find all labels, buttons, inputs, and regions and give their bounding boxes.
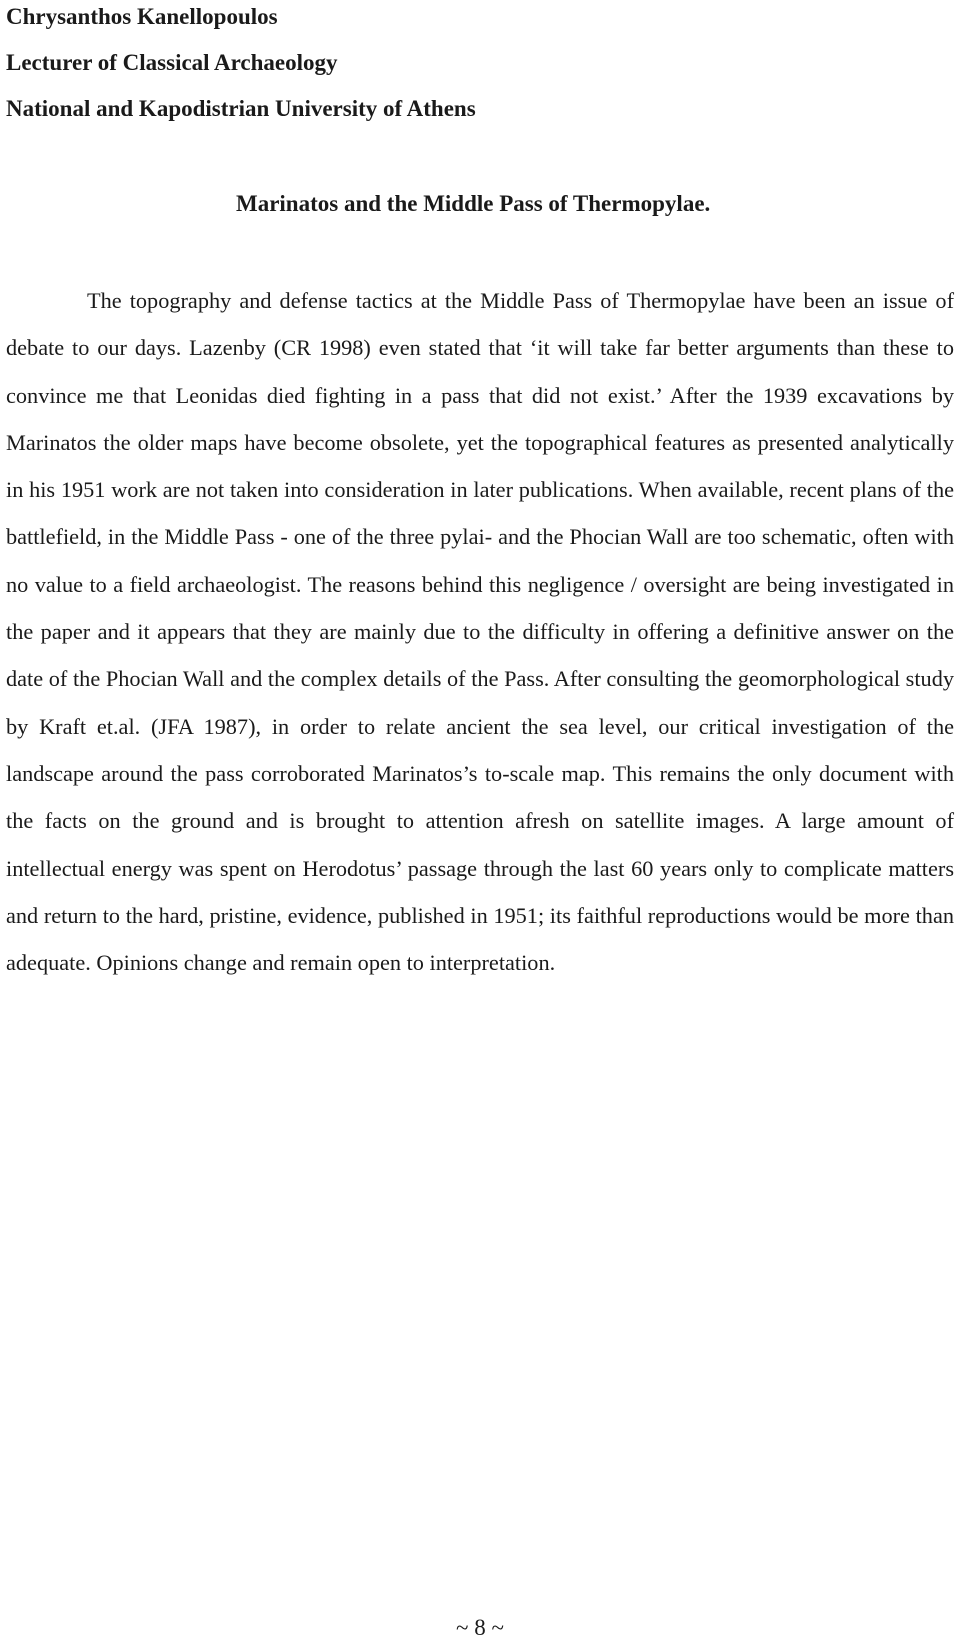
author-block xyxy=(6,0,476,132)
author-position: Lecturer of Classical Archaeology xyxy=(6,50,338,75)
abstract-paragraph: The topography and defense tactics at the Middle Pass of Thermopylae have been an issue of debate to our days. Lazenby (CR 1998) even stated that ‘it will take far better arguments than these to convince me that Leonidas died fighting in a pass that did not exist.’ After the 1939 excavations by Marinatos the older maps have become obsolete, yet the topographical features as presented analytically in his 1951 work are not taken into consideration in later publications. When available, recent plans of the battlefield, in the Middle Pass - one of the three pylai- and the Phocian Wall are too schematic, often with no value to a field archaeologist. The reasons behind this negligence / oversight are being investigated in the paper and it appears that they are mainly due to the difficulty in offering a definitive answer on the date of the Phocian Wall and the complex details of the Pass. After consulting the geomorphological study by Kraft et.al. (JFA 1987), in order to relate ancient the sea level, our critical investigation of the landscape around the pass corroborated Marinatos’s to-scale map. This remains the only document with the facts on the ground and is brought to attention afresh on satellite images. A large amount of intellectual energy was spent on Herodotus’ passage through the last 60 years only to complicate matters and return to the hard, pristine, evidence, published in 1951; its faithful reproductions would be more than adequate. Opinions change and remain open to interpretation. xyxy=(6,288,954,976)
author-name: Chrysanthos Kanellopoulos xyxy=(6,4,278,29)
paper-title: Marinatos and the Middle Pass of Thermopylae. xyxy=(236,191,711,216)
page-number: ~ 8 ~ xyxy=(456,1615,504,1640)
author-institution: National and Kapodistrian University of Athens xyxy=(6,96,476,121)
